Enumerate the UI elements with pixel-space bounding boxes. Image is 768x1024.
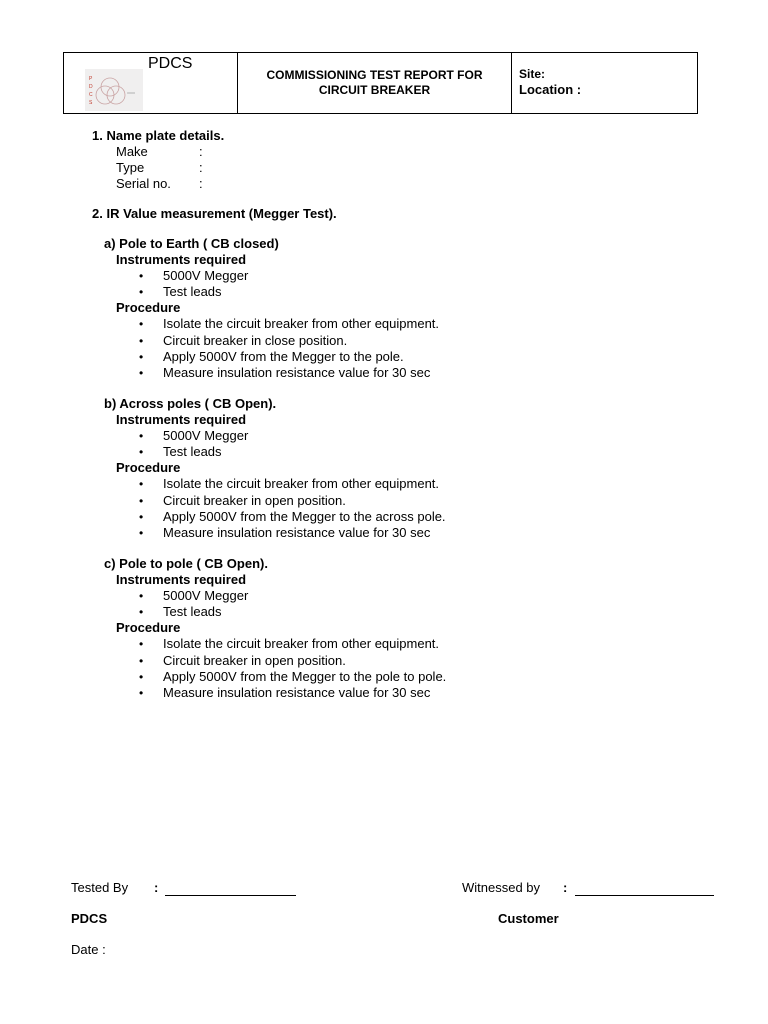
tested-by-colon: : xyxy=(154,880,159,895)
list-item: • Apply 5000V from the Megger to the pole to pole. xyxy=(163,669,446,685)
svg-text:P: P xyxy=(89,76,93,82)
date-label: Date : xyxy=(71,942,106,957)
list-item: • 5000V Megger xyxy=(163,268,248,284)
serial-label: Serial no. xyxy=(116,176,171,191)
subsection-a-instruments-label: Instruments required xyxy=(116,252,247,267)
make-colon: : xyxy=(199,144,203,159)
subsection-c-heading: c) Pole to pole ( CB Open). xyxy=(104,556,268,571)
list-item: • Test leads xyxy=(163,284,222,300)
tested-by-label: Tested By xyxy=(71,880,129,895)
report-title-line1: COMMISSIONING TEST REPORT FOR xyxy=(266,68,483,82)
subsection-b-procedure-label: Procedure xyxy=(116,460,181,475)
site-cell xyxy=(512,53,697,113)
subsection-a-procedure-label: Procedure xyxy=(116,300,181,315)
list-item: • Test leads xyxy=(163,444,222,460)
logo-graphic xyxy=(85,69,143,111)
type-colon: : xyxy=(199,160,203,175)
pdcs-label: PDCS xyxy=(71,911,108,926)
subsection-c-instruments-label: Instruments required xyxy=(116,572,247,587)
report-title-cell xyxy=(238,53,512,113)
svg-text:C: C xyxy=(89,92,93,98)
list-item: • Apply 5000V from the Megger to the pole. xyxy=(163,349,404,365)
witnessed-by-signature-line[interactable] xyxy=(575,895,714,896)
location-label: Location : xyxy=(519,82,582,97)
subsection-c-procedure-label: Procedure xyxy=(116,620,181,635)
list-item: • Circuit breaker in open position. xyxy=(163,493,346,509)
list-item: • Circuit breaker in open position. xyxy=(163,653,346,669)
site-label: Site: xyxy=(519,67,546,81)
report-title-line2: CIRCUIT BREAKER xyxy=(318,83,431,97)
company-name: PDCS xyxy=(148,55,193,72)
section-1-heading: 1. Name plate details. xyxy=(92,128,225,143)
list-item: • 5000V Megger xyxy=(163,588,248,604)
subsection-b-instruments-label: Instruments required xyxy=(116,412,247,427)
subsection-a-heading: a) Pole to Earth ( CB closed) xyxy=(104,236,279,251)
list-item: • Circuit breaker in close position. xyxy=(163,333,347,349)
list-item: • Test leads xyxy=(163,604,222,620)
list-item: • Isolate the circuit breaker from other equipment. xyxy=(163,476,439,492)
tested-by-signature-line[interactable] xyxy=(165,895,296,896)
witnessed-by-colon: : xyxy=(563,880,568,895)
svg-text:D: D xyxy=(89,84,93,90)
list-item: • Apply 5000V from the Megger to the across pole. xyxy=(163,509,446,525)
subsection-b-heading: b) Across poles ( CB Open). xyxy=(104,396,277,411)
list-item: • Measure insulation resistance value for 30 sec xyxy=(163,525,430,541)
list-item: • Isolate the circuit breaker from other equipment. xyxy=(163,636,439,652)
witnessed-by-label: Witnessed by xyxy=(462,880,541,895)
list-item: • Isolate the circuit breaker from other equipment. xyxy=(163,316,439,332)
section-2-heading: 2. IR Value measurement (Megger Test). xyxy=(92,206,337,221)
company-logo xyxy=(85,69,143,111)
serial-colon: : xyxy=(199,176,203,191)
customer-label: Customer xyxy=(498,911,559,926)
type-label: Type xyxy=(116,160,145,175)
svg-text:S: S xyxy=(89,100,93,106)
report-header xyxy=(63,52,698,114)
list-item: • Measure insulation resistance value for 30 sec xyxy=(163,685,430,701)
make-label: Make xyxy=(116,144,148,159)
list-item: • 5000V Megger xyxy=(163,428,248,444)
logo-cell xyxy=(64,53,238,113)
list-item: • Measure insulation resistance value for 30 sec xyxy=(163,365,430,381)
